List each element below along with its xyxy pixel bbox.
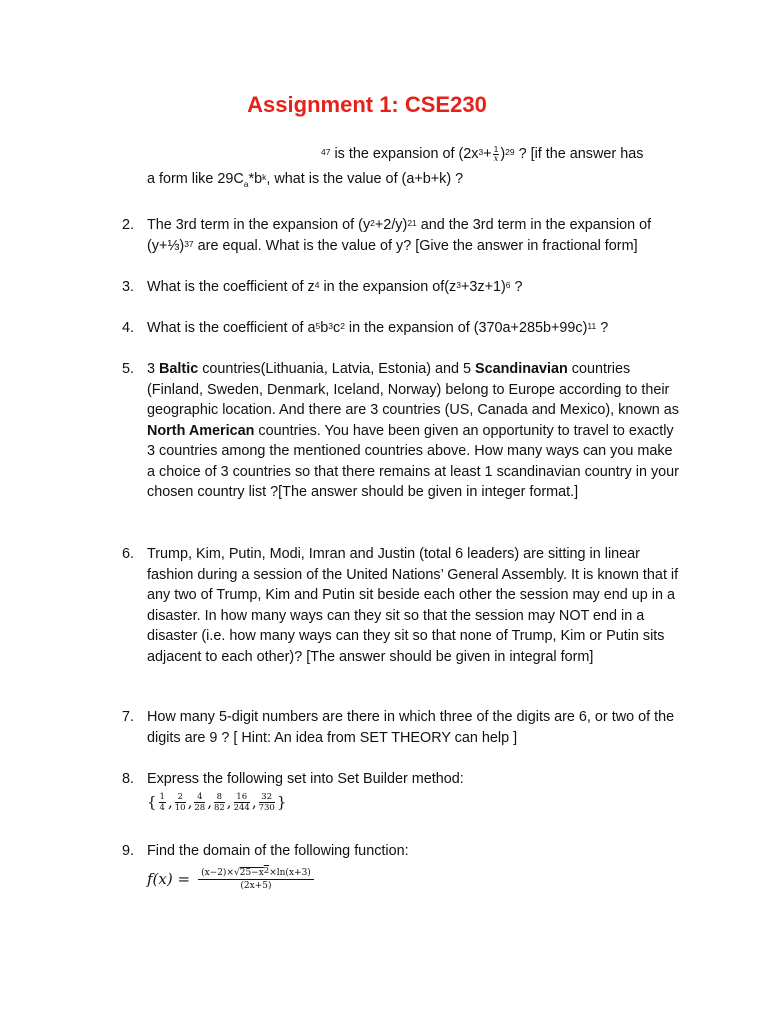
function-expression — [147, 867, 682, 892]
set-separator: , — [226, 792, 232, 811]
question-8: 8. Express the following set into Set Builder method: { 1 4 , 2 10 , 4 28 , 8 82 , 16 244 , 32 730 } — [122, 769, 682, 813]
question-5: 5. 3 Baltic countries(Lithuania, Latvia, Estonia) and 5 Scandinavian countries (Finland, Sweden, Denmark, Iceland, Norway) belong to Europe according to their geographic location. And there are 3 countries (US, Canada and Mexico), known as North American countries. You have been given an opportunity to travel to exactly 3 countries among the mentioned countries above. How many ways can you make a choice of 3 countries so that there remains at least 1 scandinavian country in your chosen country list ?[The answer should be given in integer format.] — [122, 361, 679, 500]
function-fraction — [198, 867, 314, 892]
set-fraction: 8 82 — [213, 791, 225, 813]
set-expression — [147, 792, 682, 813]
set-fraction: 4 28 — [194, 791, 206, 813]
question-4: 4. What is the coefficient of $a^5b^3c^2$ in the expansion of $(370a+285b+99c)^{11}$ ? — [122, 320, 609, 336]
function-lhs: f(x) = — [147, 869, 191, 888]
question-9: 9. Find the domain of the following function: f(x) = $\frac{(x-2)\times√25-x^2\times\ln(x+3)}{(2x+5)}$ — [122, 841, 682, 892]
baltic-bold: Baltic — [159, 361, 199, 377]
north-american-bold: North American — [147, 422, 255, 439]
set-close-brace: } — [276, 792, 287, 811]
one-over-x-fraction: $\frac{1}{x}$ — [493, 143, 499, 164]
function-denominator: (2x+5) — [240, 880, 272, 891]
set-separator: , — [167, 792, 173, 811]
set-open-brace: { — [147, 792, 157, 811]
set-fraction: 2 10 — [174, 791, 186, 813]
question-6: 6. Trump, Kim, Putin, Modi, Imran and Justin (total 6 leaders) are sitting in linear fashion during a session of the United Nations’ General Assembly. It is known that if any two of Trump, Kim and Putin sit beside each other the session may end up in a disaster. In how many ways can they sit so that the session may NOT end in a disaster (i.e. how many ways can they sit so that none of Trump, Kim or Putin sits adjacent to each other)? [The answer should be given in integral form] — [122, 546, 679, 665]
question-1: $^{47}$ is the expansion of ($2x^3+$ $\frac{1}{x}$ )$^{29}$ ? [if the answer has a form like $29C_a*b^k$, what is the value of (a+b+k) ? — [147, 143, 644, 189]
set-fraction: 16 244 — [233, 791, 250, 813]
function-numerator: $(x-2)\times√25-x^2\times\ln(x+3)$ — [198, 867, 314, 880]
set-fraction: 32 730 — [258, 791, 275, 813]
question-3: 3. What is the coefficient of $z^4$ in the expansion $of(z^3+3z+1)^6$ ? — [122, 279, 523, 295]
set-separator: , — [207, 792, 212, 811]
set-fraction: 1 4 — [159, 791, 165, 813]
scandinavian-bold: Scandinavian — [475, 361, 568, 377]
set-separator: , — [251, 792, 257, 811]
question-2: 2. The 3rd term in the expansion of $(y^2+2/y)^{21}$ and the 3rd term in the expansion of (y+⅓)$^{37}$ are equal. What is the value of y? [Give the answer in fractional form] — [122, 217, 652, 254]
question-7: 7. How many 5-digit numbers are there in which three of the digits are 6, or two of the digits are 9 ? [ Hint: An idea from SET THEORY can help ] — [122, 709, 675, 746]
set-separator: , — [187, 792, 193, 811]
page-title: Assignment 1: CSE230 — [247, 92, 487, 117]
